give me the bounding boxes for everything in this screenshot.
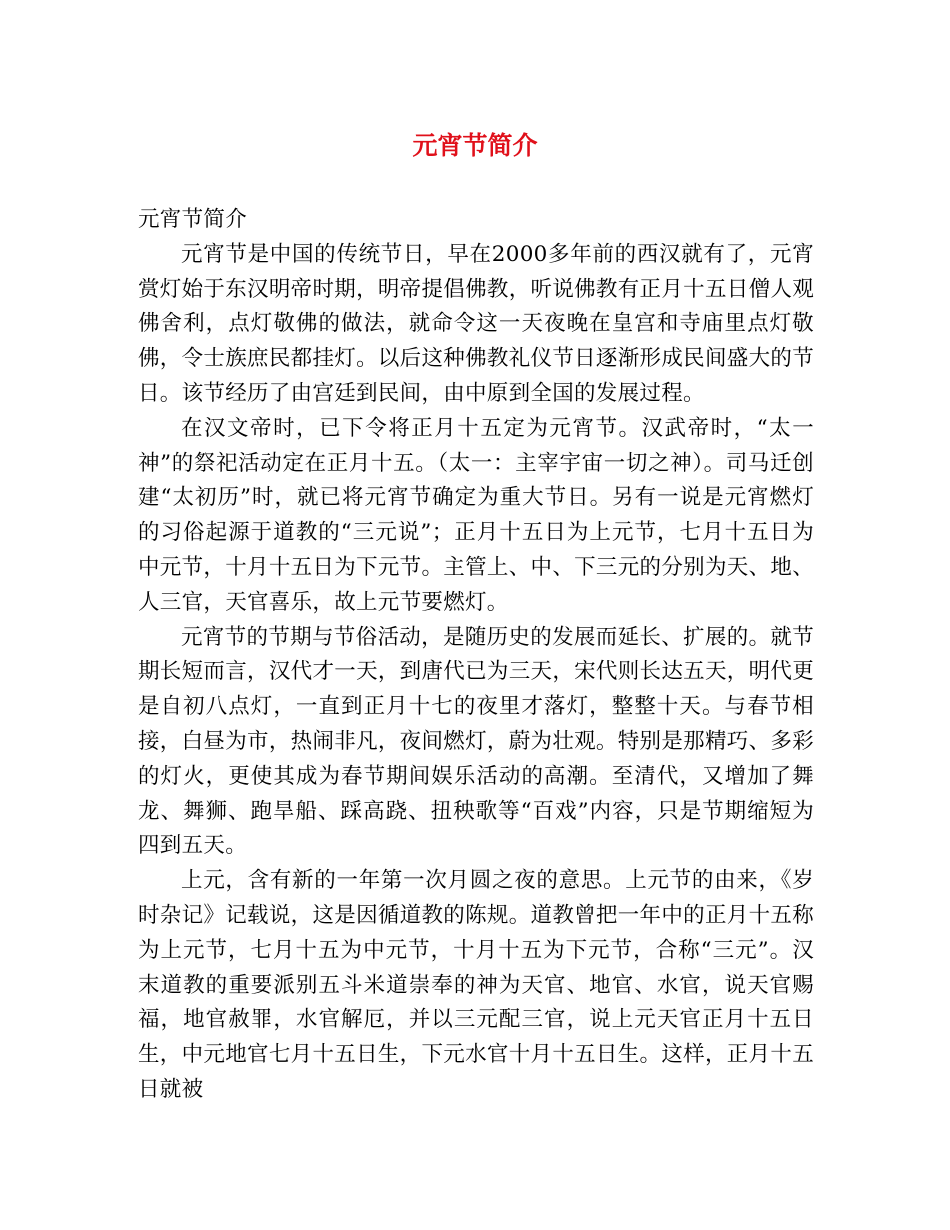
paragraph-3: 元宵节的节期与节俗活动，是随历史的发展而延长、扩展的。就节期长短而言，汉代才一天，到唐代已为三天，宋代则长达五天，明代更是自初八点灯，一直到正月十七的夜里才落灯，整整十天。与春节相接，白昼为市，热闹非凡，夜间燃灯，蔚为壮观。特别是那精巧、多彩的灯火，更使其成为春节期间娱乐活动的高潮。至清代，又增加了舞龙、舞狮、跑旱船、踩高跷、扭秧歌等“百戏”内容，只是节期缩短为四到五天。 [138, 624, 814, 859]
paragraph-4: 上元，含有新的一年第一次月圆之夜的意思。上元节的由来，《岁时杂记》记载说，这是因循道教的陈规。道教曾把一年中的正月十五称为上元节，七月十五为中元节，十月十五为下元节，合称“三元”。汉末道教的重要派别五斗米道崇奉的神为天官、地官、水官，说天官赐福，地官赦罪，水官解厄，并以三元配三官，说上元天官正月十五日生，中元地官七月十五日生，下元水官十月十五日生。这样，正月十五日就被 [138, 868, 814, 1102]
document-title: 元宵节简介 [412, 131, 538, 160]
document-body [138, 203, 814, 1108]
paragraph-2: 在汉文帝时，已下令将正月十五定为元宵节。汉武帝时，“太一神”的祭祀活动定在正月十五。（太一：主宰宇宙一切之神）。司马迁创建“太初历”时，就已将元宵节确定为重大节日。另有一说是元宵燃灯的习俗起源于道教的“三元说”；正月十五日为上元节，七月十五日为中元节，十月十五日为下元节。主管上、中、下三元的分别为天、地、人三官，天官喜乐，故上元节要燃灯。 [138, 415, 814, 615]
section-heading: 元宵节简介 [138, 207, 248, 232]
paragraph-1: 元宵节是中国的传统节日，早在2000多年前的西汉就有了，元宵赏灯始于东汉明帝时期，明帝提倡佛教，听说佛教有正月十五日僧人观佛舍利，点灯敬佛的做法，就命令这一天夜晚在皇宫和寺庙里点灯敬佛，令士族庶民都挂灯。以后这种佛教礼仪节日逐渐形成民间盛大的节日。该节经历了由宫廷到民间，由中原到全国的发展过程。 [138, 241, 814, 406]
